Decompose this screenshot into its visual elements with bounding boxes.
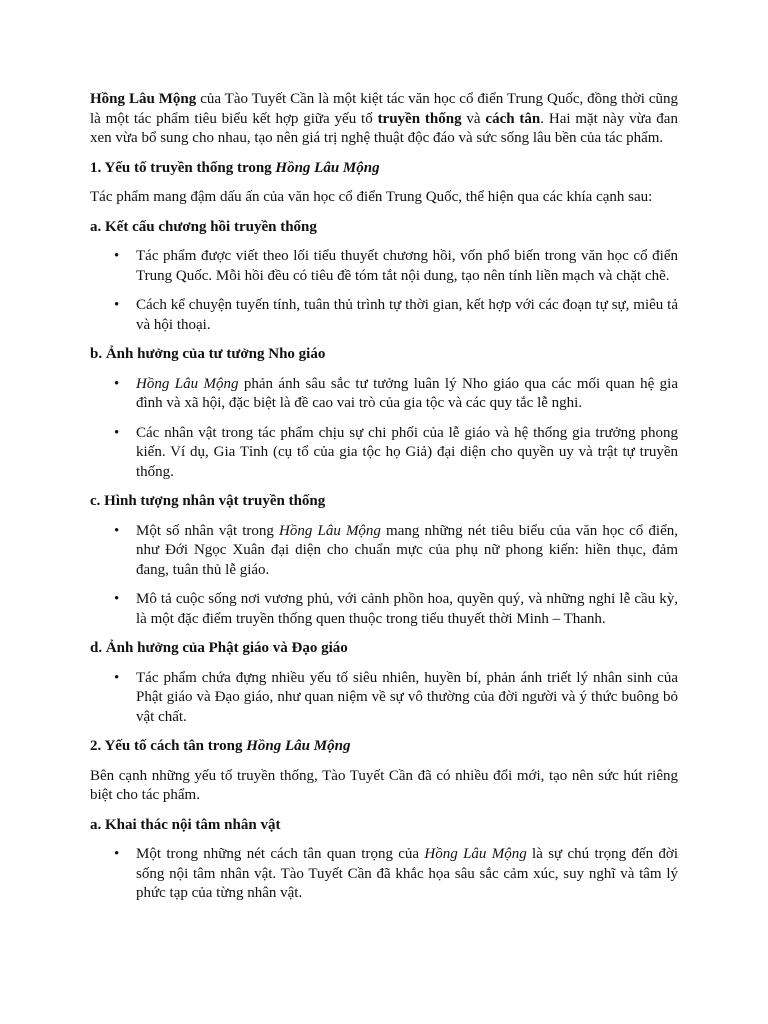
document-page — [90, 90, 678, 914]
intro-text-1: của Tào Tuyết Cần là một kiệt tác văn học cổ điển Trung Quốc, đồng thời cũng là một tác phẩm tiêu biểu kết hợp giữa yếu tố — [90, 91, 678, 127]
bullet-icon: • — [114, 522, 120, 539]
list-item: • Mô tả cuộc sống nơi vương phủ, với cảnh phồn hoa, quyền quý, và những nghi lễ cầu kỳ, là một đặc điểm truyền thống quen thuộc trong tiểu thuyết thời Minh – Thanh. — [114, 591, 678, 627]
section1b-list — [90, 375, 678, 483]
bullet-icon: • — [114, 846, 120, 862]
bullet-icon: • — [114, 248, 120, 264]
list-item: • Một trong những nét cách tân quan trọng của Hồng Lâu Mộng là sự chú trọng đến đời sống nội tâm nhân vật. Tào Tuyết Cần đã khắc họa sâu sắc cảm xúc, suy nghĩ và tâm lý phức tạp của từng nhân vật. — [114, 846, 679, 901]
section1-heading — [90, 159, 678, 179]
intro-text-3: . Hai mặt này vừa đan xen vừa bổ sung cho nhau, tạo nên giá trị nghệ thuật độc đáo và sức sống lâu bền của tác phẩm. — [90, 110, 678, 146]
bullet-icon: • — [114, 669, 120, 686]
intro-paragraph — [90, 90, 678, 149]
list-item: • Hồng Lâu Mộng phản ánh sâu sắc tư tưởng luân lý Nho giáo qua các mối quan hệ gia đình và xã hội, đặc biệt là đề cao vai trò của gia tộc và các quy tắc lễ nghi. — [114, 375, 679, 411]
section2a-list — [90, 845, 678, 904]
section1a-heading: a. Kết cấu chương hồi truyền thống — [90, 218, 317, 235]
bullet-icon: • — [114, 375, 120, 392]
bullet-icon: • — [114, 424, 120, 441]
section1d-heading: d. Ảnh hưởng của Phật giáo và Đạo giáo — [90, 640, 348, 656]
section2-heading-text: 2. Yếu tố cách tân trong — [90, 738, 247, 754]
section1b-heading: b. Ảnh hưởng của tư tưởng Nho giáo — [90, 346, 326, 362]
section1d-list — [90, 669, 678, 728]
section1-intro: Tác phẩm mang đậm dấu ấn của văn học cổ điển Trung Quốc, thể hiện qua các khía cạnh sau: — [90, 189, 653, 205]
section2-heading — [90, 737, 678, 757]
section2-intro: Bên cạnh những yếu tố truyền thống, Tào Tuyết Cần đã có nhiều đổi mới, tạo nên sức hút riêng biệt cho tác phẩm. — [90, 767, 678, 803]
bullet-icon: • — [114, 297, 120, 313]
intro-bold-traditional: truyền thống — [377, 110, 462, 127]
list-item: • Tác phẩm chứa đựng nhiều yếu tố siêu nhiên, huyền bí, phản ánh triết lý nhân sinh của Phật giáo và Đạo giáo, như quan niệm về sự vô thường của đời người và ý thức buông bỏ vật chất. — [114, 669, 678, 725]
bullet-icon: • — [114, 591, 120, 607]
list-item: • Cách kể chuyện tuyến tính, tuân thủ trình tự thời gian, kết hợp với các đoạn tự sự, miêu tả và hội thoại. — [114, 297, 678, 333]
list-item: • Tác phẩm được viết theo lối tiểu thuyết chương hồi, vốn phổ biến trong văn học cổ điển Trung Quốc. Mỗi hồi đều có tiêu đề tóm tắt nội dung, tạo nên tính liền mạch và chặt chẽ. — [114, 248, 678, 284]
intro-bold-innovation: cách tân — [485, 110, 541, 127]
list-item: • Một số nhân vật trong Hồng Lâu Mộng mang những nét tiêu biểu của văn học cổ điển, như Đới Ngọc Xuân đại diện cho chuẩn mực của phụ nữ phong kiến: hiền thục, đảm đang, tuân thủ lễ giáo. — [114, 522, 678, 578]
section1-heading-italic: Hồng Lâu Mộng — [275, 159, 380, 176]
section1-heading-text: 1. Yếu tố truyền thống trong — [90, 159, 276, 176]
section2a-heading: a. Khai thác nội tâm nhân vật — [90, 816, 281, 833]
list-item: • Các nhân vật trong tác phẩm chịu sự chi phối của lễ giáo và hệ thống gia trưởng phong kiến. Ví dụ, Gia Tỉnh (cụ tổ của gia tộc họ Giả) đại diện cho quyền uy và trật tự truyền thống. — [114, 424, 678, 480]
section1c-list — [90, 522, 678, 630]
section2-heading-italic: Hồng Lâu Mộng — [246, 738, 351, 754]
section1a-list — [90, 247, 678, 335]
section1c-heading: c. Hình tượng nhân vật truyền thống — [90, 493, 326, 509]
intro-text-2: và — [461, 110, 486, 127]
intro-title-bold: Hồng Lâu Mộng — [90, 91, 197, 107]
